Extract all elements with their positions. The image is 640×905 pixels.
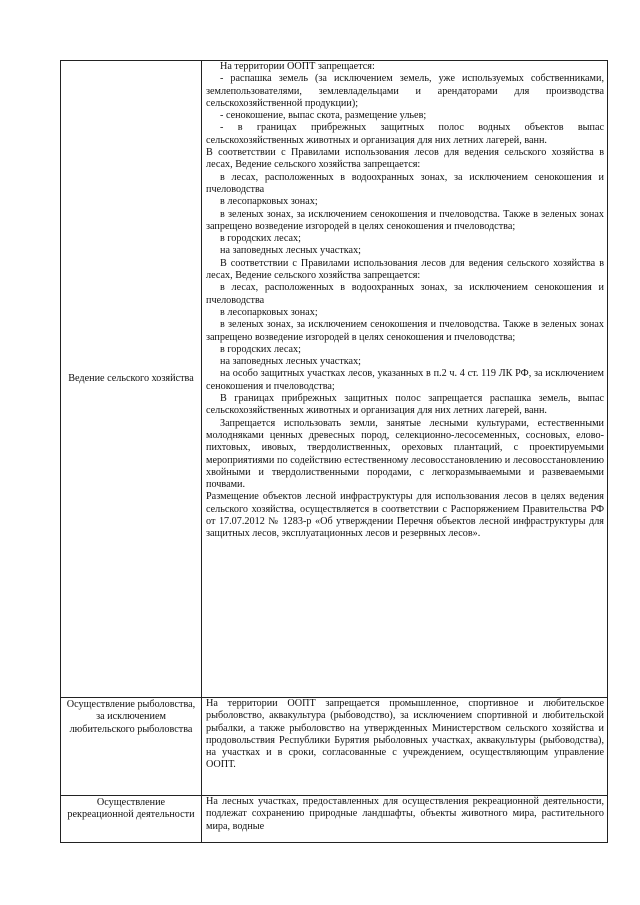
activity-cell: [61, 698, 202, 796]
paragraph: Размещение объектов лесной инфраструктуры для использования лесов в целях ведения сельского хозяйства, осуществляется в соответствии с Распоряжением Правительства РФ от 17.07.2012 № 1283-р «Об утверждении Перечня объектов лесной инфраструктуры для защитных лесов, эксплуатационных лесов и резервных лесов».: [206, 491, 604, 540]
activity-cell: [61, 61, 202, 698]
restriction-cell: [202, 796, 608, 843]
paragraph: в городских лесах;: [220, 233, 301, 245]
paragraph: На территории ООПТ запрещается:: [220, 61, 375, 72]
paragraph: на заповедных лесных участках;: [220, 245, 362, 257]
paragraph: в лесопарковых зонах;: [220, 196, 318, 208]
paragraph: Запрещается использовать земли, занятые лесными культурами, естественными молодняками ценных древесных пород, селекционно-лесосеменных, сосновых, елово-пихтовых, ивовых, твердолиственных, ореховых плантаций, с проектируемыми мероприятиями по содействию естественному лесовосстановлению и лесовосстановлению хвойными и твердолиственными породами, с легкоразмываемыми и развеваемыми почвами.: [206, 417, 604, 491]
paragraph: на особо защитных участках лесов, указанных в п.2 ч. 4 ст. 119 ЛК РФ, за исключением сенокошения и пчеловодства;: [206, 368, 604, 392]
paragraph: В соответствии с Правилами использования лесов для ведения сельского хозяйства в лесах, Ведение сельского хозяйства запрещается:: [206, 147, 604, 171]
activity-label: Осуществление рыболовства, за исключением любительского рыболовства: [66, 699, 196, 735]
paragraph: на заповедных лесных участках;: [220, 356, 362, 368]
table-row: [61, 61, 608, 698]
table-row: [61, 698, 608, 796]
paragraph: На лесных участках, предоставленных для осуществления рекреационной деятельности, подлежат сохранению природные ландшафты, объекты животного мира, растительного мира, водные: [206, 796, 604, 832]
paragraph: в лесах, расположенных в водоохранных зонах, за исключением сенокошения и пчеловодства: [206, 171, 604, 195]
restriction-cell: [202, 698, 608, 796]
paragraph: - в границах прибрежных защитных полос водных объектов выпас сельскохозяйственных животных и организация для них летних лагерей, ванн.: [206, 122, 604, 146]
table-row: [61, 796, 608, 843]
paragraph: в зеленых зонах, за исключением сенокошения и пчеловодства. Также в зеленых зонах запрещено возведение изгородей в целях сенокошения и пчеловодства;: [206, 208, 604, 232]
paragraph: в лесах, расположенных в водоохранных зонах, за исключением сенокошения и пчеловодства: [206, 282, 604, 306]
restrictions-table: [60, 60, 608, 843]
paragraph: На территории ООПТ запрещается промышленное, спортивное и любительское рыболовство, аквакультура (рыбоводство), за исключением спортивной и любительской рыбалки, а также рыболовство на утвержденных Министерством сельского хозяйства и продовольствия Республики Бурятия рыболовных участках, аквакультуры (рыбоводства), на участках и в сроки, согласованные с учреждением, осуществляющим управление ООПТ.: [206, 698, 604, 771]
paragraph: в зеленых зонах, за исключением сенокошения и пчеловодства. Также в зеленых зонах запрещено возведение изгородей в целях сенокошения и пчеловодства;: [206, 319, 604, 343]
paragraph: В границах прибрежных защитных полос запрещается распашка земель, выпас сельскохозяйственных животных и организация для них летних лагерей, ванн.: [206, 393, 604, 417]
paragraph: в лесопарковых зонах;: [220, 306, 318, 318]
activity-cell: [61, 796, 202, 843]
paragraph: - распашка земель (за исключением земель, уже используемых собственниками, землепользователями, землевладельцами и арендаторами для производства сельскохозяйственной продукции);: [206, 73, 604, 109]
paragraph: в городских лесах;: [220, 343, 301, 355]
activity-label: Ведение сельского хозяйства: [68, 372, 194, 384]
activity-label: Осуществление рекреационной деятельности: [67, 797, 195, 821]
restriction-cell: [202, 61, 608, 698]
paragraph: В соответствии с Правилами использования лесов для ведения сельского хозяйства в лесах, Ведение сельского хозяйства запрещается:: [206, 257, 604, 282]
paragraph: - сенокошение, выпас скота, размещение ульев;: [220, 110, 427, 122]
